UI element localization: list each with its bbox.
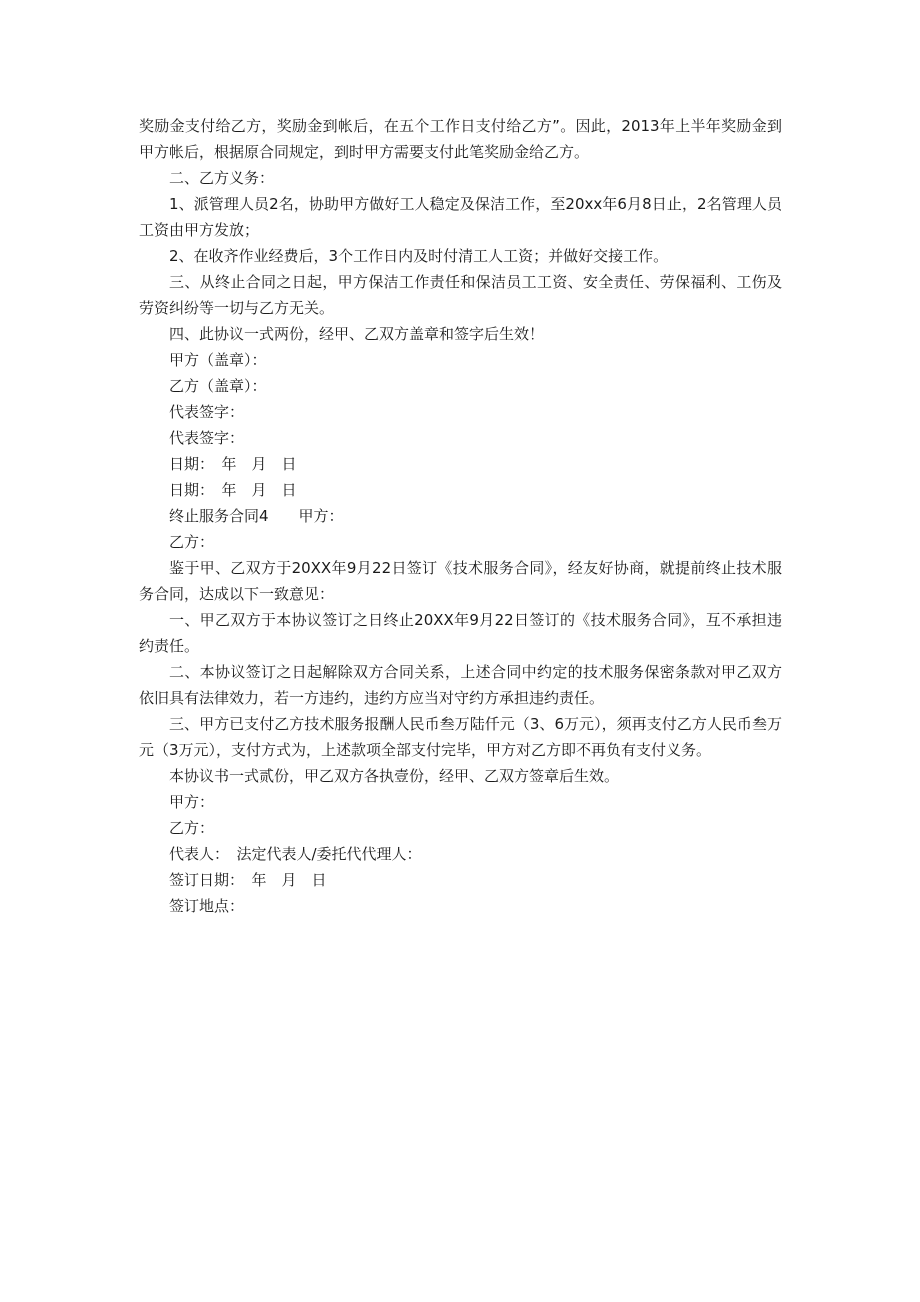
date-line-2: 日期： 年 月 日 bbox=[169, 481, 297, 499]
paragraph-preamble: 鉴于甲、乙双方于20XX年9月22日签订《技术服务合同》，经友好协商，就提前终止技术服务合同，达成以下一致意见： bbox=[139, 559, 782, 603]
paragraph-termination-clause-1: 一、甲乙双方于本协议签订之日终止20XX年9月22日签订的《技术服务合同》，互不承担违约责任。 bbox=[139, 611, 782, 655]
paragraph-clause-3: 三、从终止合同之日起，甲方保洁工作责任和保洁员工工资、安全责任、劳保福利、工伤及劳资纠纷等一切与乙方无关。 bbox=[139, 273, 782, 317]
signature-party-b: 乙方： bbox=[169, 819, 215, 837]
contract-4-party-b: 乙方： bbox=[169, 533, 215, 551]
paragraph-clause-4: 四、此协议一式两份，经甲、乙双方盖章和签字后生效！ bbox=[169, 325, 545, 343]
date-line-1: 日期： 年 月 日 bbox=[169, 455, 297, 473]
paragraph-termination-clause-3: 三、甲方已支付乙方技术服务报酬人民币叁万陆仟元（3、6万元），须再支付乙方人民币叁万元（3万元），支付方式为，上述款项全部支付完毕，甲方对乙方即不再负有支付义务。 bbox=[139, 715, 782, 759]
representative-signature-line-2: 代表签字： bbox=[169, 429, 245, 447]
signature-representative: 代表人： 法定代表人/委托代代理人： bbox=[169, 845, 422, 863]
party-b-seal-line: 乙方（盖章）： bbox=[169, 377, 267, 395]
signature-date: 签订日期： 年 月 日 bbox=[169, 871, 327, 889]
paragraph-obligation-2: 2、在收齐作业经费后，3个工作日内及时付清工人工资；并做好交接工作。 bbox=[169, 247, 669, 265]
paragraph-reward-payment: 奖励金支付给乙方，奖励金到帐后，在五个工作日支付给乙方”。因此，2013年上半年奖励金到甲方帐后，根据原合同规定，到时甲方需要支付此笔奖励金给乙方。 bbox=[139, 117, 782, 161]
party-a-seal-line: 甲方（盖章）： bbox=[169, 351, 267, 369]
signature-party-a: 甲方： bbox=[169, 793, 215, 811]
paragraph-copies: 本协议书一式贰份，甲乙双方各执壹份，经甲、乙双方签章后生效。 bbox=[169, 767, 620, 785]
representative-signature-line-1: 代表签字： bbox=[169, 403, 245, 421]
paragraph-obligation-1: 1、派管理人员2名，协助甲方做好工人稳定及保洁工作，至20xx年6月8日止，2名管理人员工资由甲方发放； bbox=[139, 195, 782, 239]
paragraph-termination-clause-2: 二、本协议签订之日起解除双方合同关系，上述合同中约定的技术服务保密条款对甲乙双方依旧具有法律效力，若一方违约，违约方应当对守约方承担违约责任。 bbox=[139, 663, 782, 707]
document-body bbox=[139, 113, 782, 919]
signature-location: 签订地点： bbox=[169, 897, 245, 915]
contract-4-title-party-a: 终止服务合同4 甲方： bbox=[169, 507, 344, 525]
heading-party-b-obligations: 二、乙方义务： bbox=[169, 169, 275, 187]
